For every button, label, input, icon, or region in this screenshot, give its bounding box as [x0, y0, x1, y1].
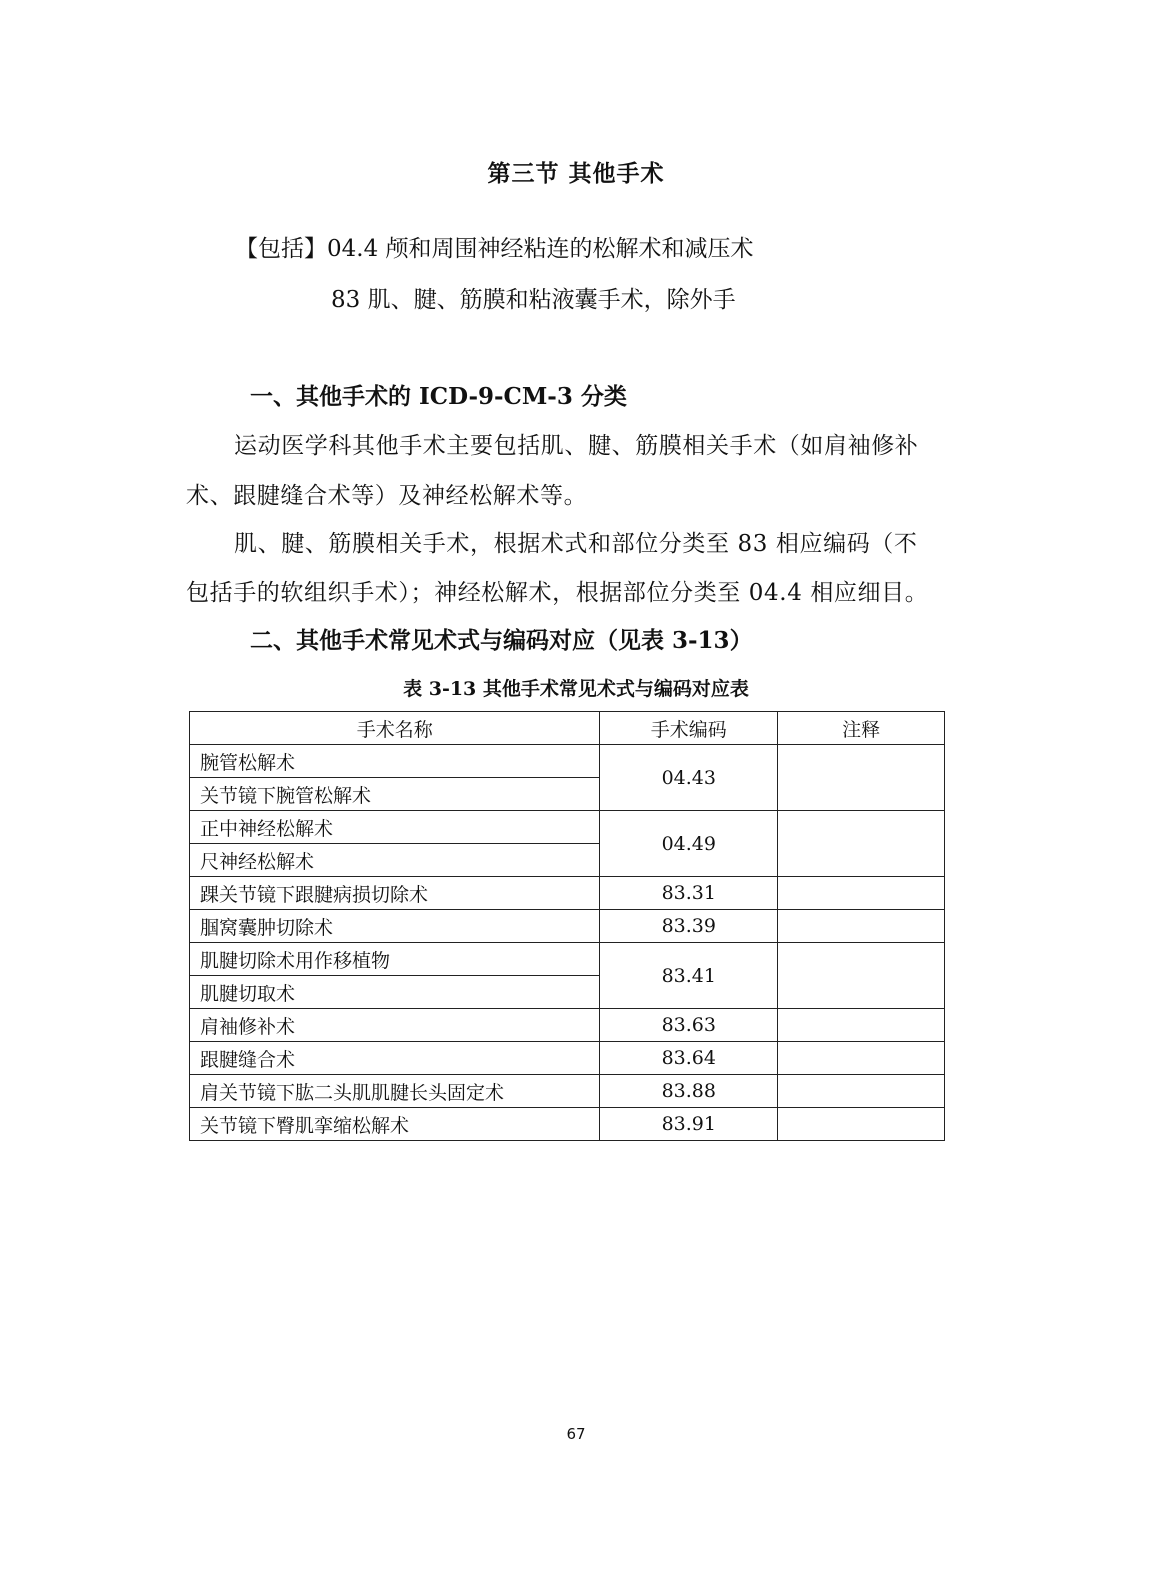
section-title: 第三节 其他手术 — [487, 160, 665, 187]
procedure-code-cell: 83.39 — [600, 910, 778, 943]
procedure-name-cell: 踝关节镜下跟腱病损切除术 — [190, 877, 600, 910]
procedure-name-cell: 关节镜下腕管松解术 — [190, 778, 600, 811]
procedure-code-cell: 83.91 — [600, 1108, 778, 1141]
heading-classification: 一、其他手术的 ICD-9-CM-3 分类 — [250, 383, 627, 410]
paragraph-1-line-1: 运动医学科其他手术主要包括肌、腱、筋膜相关手术（如肩袖修补 — [234, 433, 919, 459]
procedure-name-cell: 正中神经松解术 — [190, 811, 600, 844]
note-cell — [778, 1108, 945, 1141]
procedure-code-cell: 83.88 — [600, 1075, 778, 1108]
procedure-name-cell: 关节镜下臀肌挛缩松解术 — [190, 1108, 600, 1141]
note-cell — [778, 1009, 945, 1042]
paragraph-1-line-2: 术、跟腱缝合术等）及神经松解术等。 — [186, 483, 588, 509]
table-row — [190, 1075, 945, 1108]
table-row — [190, 811, 945, 844]
heading-table-reference: 二、其他手术常见术式与编码对应（见表 3-13） — [250, 627, 753, 654]
note-cell — [778, 1075, 945, 1108]
paragraph-2-line-2: 包括手的软组织手术）；神经松解术，根据部位分类至 04.4 相应细目。 — [186, 580, 929, 606]
procedure-name-cell: 肌腱切除术用作移植物 — [190, 943, 600, 976]
procedure-name-cell: 肩关节镜下肱二头肌肌腱长头固定术 — [190, 1075, 600, 1108]
procedure-name-cell: 腕管松解术 — [190, 745, 600, 778]
table-row — [190, 1042, 945, 1075]
note-cell — [778, 943, 945, 1009]
header-procedure-code: 手术编码 — [600, 712, 778, 745]
note-cell — [778, 811, 945, 877]
procedure-code-cell: 04.49 — [600, 811, 778, 877]
table-row — [190, 943, 945, 976]
table-row — [190, 745, 945, 778]
note-cell — [778, 745, 945, 811]
note-cell — [778, 1042, 945, 1075]
paragraph-2-line-1: 肌、腱、筋膜相关手术，根据术式和部位分类至 83 相应编码（不 — [234, 531, 918, 557]
note-cell — [778, 910, 945, 943]
includes-item-04-4: 04.4 颅和周围神经粘连的松解术和减压术 — [327, 236, 754, 262]
page-number: 67 — [566, 1425, 586, 1443]
procedure-code-cell: 83.64 — [600, 1042, 778, 1075]
procedure-code-cell: 04.43 — [600, 745, 778, 811]
header-procedure-name: 手术名称 — [190, 712, 600, 745]
procedure-name-cell: 跟腱缝合术 — [190, 1042, 600, 1075]
procedure-code-table — [189, 711, 945, 1141]
procedure-name-cell: 腘窝囊肿切除术 — [190, 910, 600, 943]
procedure-code-cell: 83.63 — [600, 1009, 778, 1042]
procedure-code-cell: 83.41 — [600, 943, 778, 1009]
procedure-code-cell: 83.31 — [600, 877, 778, 910]
note-cell — [778, 877, 945, 910]
table-row — [190, 1009, 945, 1042]
procedure-name-cell: 肌腱切取术 — [190, 976, 600, 1009]
procedure-name-cell: 尺神经松解术 — [190, 844, 600, 877]
table-row — [190, 910, 945, 943]
table-row — [190, 1108, 945, 1141]
table-caption: 表 3-13 其他手术常见术式与编码对应表 — [403, 678, 749, 700]
header-note: 注释 — [778, 712, 945, 745]
table-header-row — [190, 712, 945, 745]
includes-item-83: 83 肌、腱、筋膜和粘液囊手术，除外手 — [331, 287, 736, 313]
table-row — [190, 877, 945, 910]
includes-line-1 — [235, 230, 754, 263]
procedure-name-cell: 肩袖修补术 — [190, 1009, 600, 1042]
includes-label: 【包括】 — [235, 236, 327, 262]
